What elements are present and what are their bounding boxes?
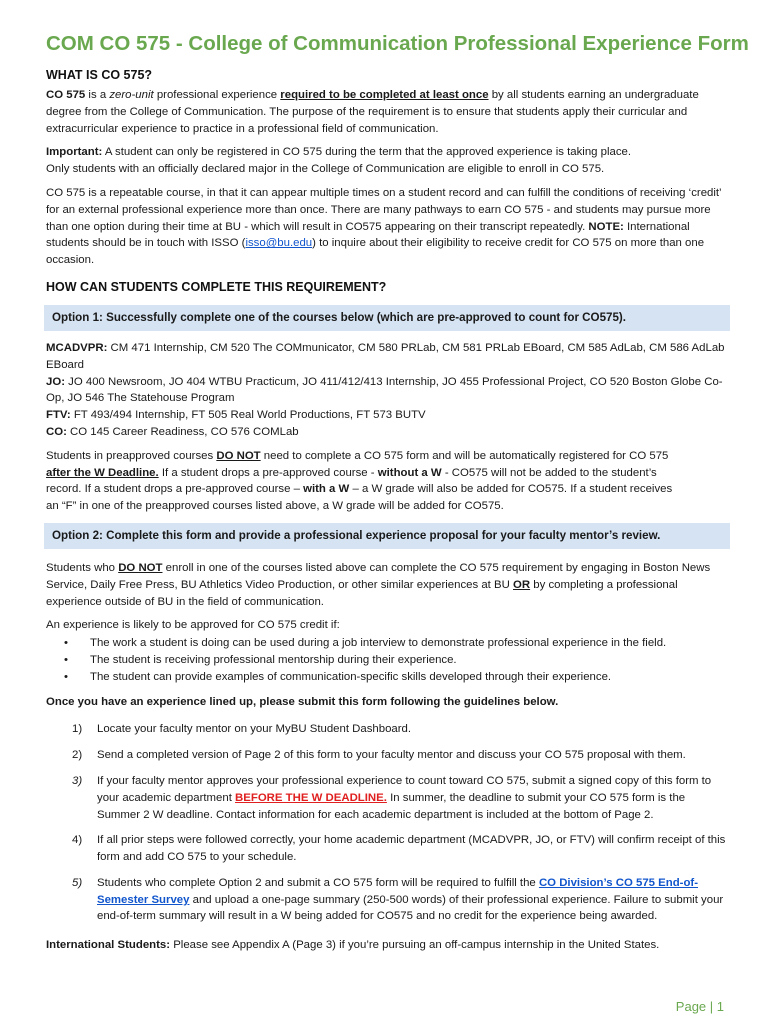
list-item: • The student can provide examples of communication-specific skills developed through their experience.	[46, 669, 726, 686]
list-item: • The work a student is doing can be used during a job interview to demonstrate professional experience in the field.	[46, 635, 726, 652]
guidelines-intro: Once you have an experience lined up, please submit this form following the guidelines below.	[46, 695, 559, 708]
course-group-mcadvpr: MCADVPR: CM 471 Internship, CM 520 The COMmunicator, CM 580 PRLab, CM 581 PRLab EBoard, CM 585 AdLab, CM 586 AdLab EBoard	[46, 341, 725, 371]
submission-steps	[46, 721, 726, 925]
course-group-co: CO: CO 145 Career Readiness, CO 576 COMLab	[46, 425, 299, 438]
option-1-note: Students in preapproved courses DO NOT need to complete a CO 575 form and will be automatically registered for CO 575 after the W Deadline. If a student drops a pre-approved course - without a W - CO575 will not be added to the student’s record. If a student drops a pre-approved course – with a W – a W grade will also be added for CO575. If a student receives an “F” in one of the preapproved courses listed above, a W grade will be added for CO575.	[46, 449, 673, 513]
option-2-paragraph: Students who DO NOT enroll in one of the courses listed above can complete the CO 575 requirement by engaging in Boston News Service, Daily Free Press, BU Athletics Video Production, or other similar experiences at BU OR by completing a professional experience outside of BU in the field of communication.	[46, 561, 711, 608]
document-title: COM CO 575 - College of Communication Professional Experience Form	[46, 32, 749, 55]
step-4: 4) If all prior steps were followed correctly, your home academic department (MCADVPR, JO, or FTV) will confirm receipt of this form and add CO 575 to your schedule.	[72, 834, 726, 864]
w-deadline-warning: BEFORE THE W DEADLINE.	[235, 791, 387, 804]
what-is-paragraph-1: CO 575 is a zero-unit professional experience required to be completed at least once by all students earning an undergraduate degree from the College of Communication. The purpose of the requirement is to ensure that students apply their curricular and extracurricular experience to practice in a professional field of communication.	[46, 89, 699, 135]
required-emphasis: required to be completed at least once	[280, 89, 489, 101]
what-is-paragraph-3: CO 575 is a repeatable course, in that it can appear multiple times on a student record and can fulfill the conditions of receiving ‘credit’ for an external professional experience more than once. There are many pathways to earn CO 575 - and students may pursue more than one option during their time at BU - which will result in CO575 appearing on their transcript repeatedly. NOTE: International students should be in touch with ISSO (isso@bu.edu) to inquire about their eligibility to receive credit for CO 575 on more than one occasion.	[46, 186, 722, 267]
preapproved-course-list	[46, 340, 726, 441]
list-item: • The student is receiving professional mentorship during their experience.	[46, 652, 726, 669]
what-is-paragraph-2: Important: A student can only be registered in CO 575 during the term that the approved experience is taking place. Only students with an officially declared major in the College of Communication are eligible to enroll in CO 575.	[46, 146, 632, 176]
international-students-note: International Students: Please see Appendix A (Page 3) if you’re pursuing an off-campus internship in the United States.	[46, 939, 660, 952]
end-of-semester-survey-link[interactable]: CO Division’s CO 575 End-of-Semester Survey	[97, 876, 699, 906]
course-group-ftv: FTV: FT 493/494 Internship, FT 505 Real World Productions, FT 573 BUTV	[46, 409, 426, 422]
approval-criteria-list	[46, 635, 726, 685]
page-number: Page | 1	[675, 999, 724, 1014]
step-1: 1) Locate your faculty mentor on your MyBU Student Dashboard.	[72, 723, 412, 736]
option-2-banner: Option 2: Complete this form and provide a professional experience proposal for your faculty mentor’s review.	[44, 523, 730, 549]
step-5: 5) Students who complete Option 2 and submit a CO 575 form will be required to fulfill the CO Division’s CO 575 End-of-Semester Survey and upload a one-page summary (250-500 words) of their professional experience. Failure to submit your end-of-term summary will result in a W being added for CO575 and no credit for the experience being awarded.	[72, 876, 724, 923]
option-1-banner: Option 1: Successfully complete one of the courses below (which are pre-approved to count for CO575).	[44, 305, 730, 331]
how-heading: HOW CAN STUDENTS COMPLETE THIS REQUIREMENT?	[46, 279, 387, 294]
step-2: 2) Send a completed version of Page 2 of this form to your faculty mentor and discuss your CO 575 proposal with them.	[72, 749, 686, 762]
step-3: 3) If your faculty mentor approves your professional experience to count toward CO 575, submit a signed copy of this form to your academic department BEFORE THE W DEADLINE. In summer, the deadline to submit your CO 575 form is the Summer 2 W deadline. Contact information for each academic department is included at the bottom of Page 2.	[72, 774, 712, 821]
course-group-jo: JO: JO 400 Newsroom, JO 404 WTBU Practicum, JO 411/412/413 Internship, JO 455 Professional Project, CO 520 Boston Globe Co-Op, JO 546 The Statehouse Program	[46, 375, 723, 405]
what-is-heading: WHAT IS CO 575?	[46, 68, 153, 82]
approval-criteria-intro: An experience is likely to be approved for CO 575 credit if:	[46, 619, 340, 632]
isso-email-link[interactable]: isso@bu.edu	[245, 237, 313, 250]
document-page	[46, 30, 749, 954]
